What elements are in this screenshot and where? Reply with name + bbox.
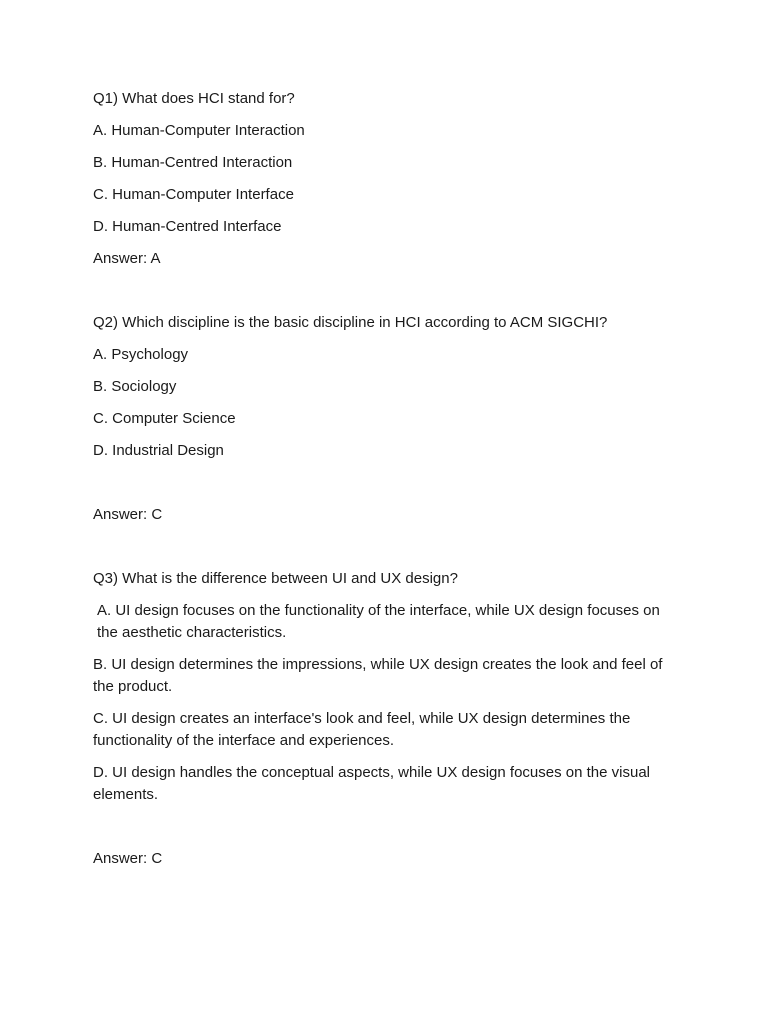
question-block-2: [93, 312, 683, 526]
q1-option-c: C. Human-Computer Interface: [93, 186, 294, 203]
question-block-1: [93, 88, 683, 270]
q2-answer: Answer: C: [93, 506, 163, 523]
q1-answer: Answer: A: [93, 250, 161, 267]
q1-option-b: B. Human-Centred Interaction: [93, 154, 293, 171]
q2-option-a: A. Psychology: [93, 346, 189, 363]
q3-option-d: D. UI design handles the conceptual aspects, while UX design focuses on the visual elements.: [93, 764, 650, 803]
question-2: Q2) Which discipline is the basic discipline in HCI according to ACM SIGCHI?: [93, 314, 608, 331]
q2-option-b: B. Sociology: [93, 378, 177, 395]
document-page: [93, 88, 683, 870]
q1-option-a: A. Human-Computer Interaction: [93, 122, 305, 139]
question-block-3: [93, 568, 683, 870]
q1-option-d: D. Human-Centred Interface: [93, 218, 282, 235]
question-3: Q3) What is the difference between UI and UX design?: [93, 570, 458, 587]
q2-option-d: D. Industrial Design: [93, 442, 224, 459]
q3-option-b: B. UI design determines the impressions, while UX design creates the look and feel of the product.: [93, 656, 663, 695]
q3-answer: Answer: C: [93, 850, 163, 867]
q2-option-c: C. Computer Science: [93, 410, 236, 427]
q3-option-c: C. UI design creates an interface's look and feel, while UX design determines the functionality of the interface and experiences.: [93, 710, 631, 749]
question-1: Q1) What does HCI stand for?: [93, 90, 295, 107]
q3-option-a: A. UI design focuses on the functionality of the interface, while UX design focuses on the aesthetic characteristics.: [97, 602, 660, 641]
